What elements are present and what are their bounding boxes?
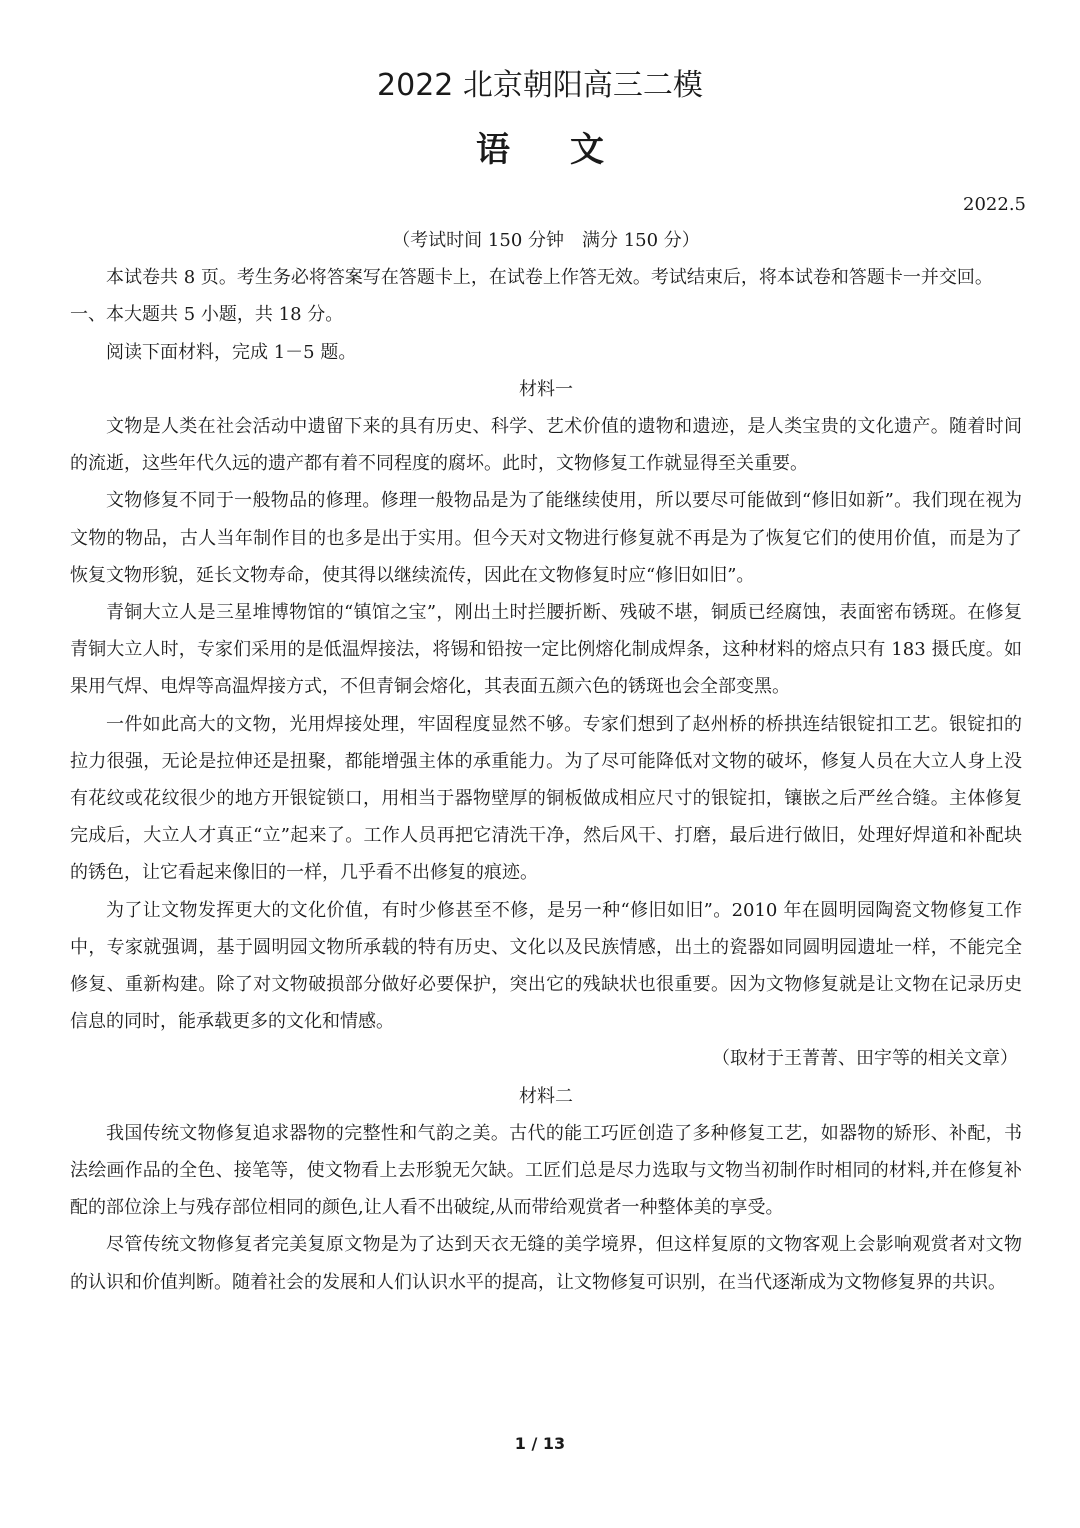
material-one-paragraph: 一件如此高大的文物，光用焊接处理，牢固程度显然不够。专家们想到了赵州桥的桥拱连结银锭扣工艺。银锭扣的拉力很强，无论是拉伸还是扭聚，都能增强主体的承重能力。为了尽可能降低对文物的破坏，修复人员在大立人身上没有花纹或花纹很少的地方开银锭锁口，用相当于器物壁厚的铜板做成相应尺寸的银锭扣，镶嵌之后严丝合缝。主体修复完成后，大立人才真正“立”起来了。工作人员再把它清洗干净，然后风干、打磨，最后进行做旧，处理好焊道和补配块的锈色，让它看起来像旧的一样，几乎看不出修复的痕迹。	[70, 713, 1022, 884]
material-one-title: 材料一	[519, 378, 573, 400]
subject-title: 语文	[476, 130, 664, 170]
material-two-title: 材料二	[519, 1085, 573, 1107]
material-two-paragraph: 我国传统文物修复追求器物的完整性和气韵之美。古代的能工巧匠创造了多种修复工艺，如器物的矫形、补配，书法绘画作品的全色、接笔等，使文物看上去形貌无欠缺。工匠们总是尽力选取与文物当初制作时相同的材料,并在修复补配的部位涂上与残存部位相同的颜色,让人看不出破绽,从而带给观赏者一种整体美的享受。	[70, 1122, 1022, 1219]
exam-date: 2022.5	[963, 194, 1026, 215]
section-heading: 一、本大题共 5 小题，共 18 分。	[70, 304, 344, 326]
page-title: 2022 北京朝阳高三二模	[377, 68, 703, 103]
material-one-paragraph: 为了让文物发挥更大的文化价值，有时少修甚至不修，是另一种“修旧如旧”。2010 年在圆明园陶瓷文物修复工作中，专家就强调，基于圆明园文物所承载的特有历史、文化以及民族情感，出土的瓷器如同圆明园遗址一样，不能完全修复、重新构建。除了对文物破损部分做好必要保护，突出它的残缺状也很重要。因为文物修复就是让文物在记录历史信息的同时，能承载更多的文化和情感。	[70, 899, 1022, 1033]
material-one-paragraph: 文物修复不同于一般物品的修理。修理一般物品是为了能继续使用，所以要尽可能做到“修旧如新”。我们现在视为文物的物品，古人当年制作目的也多是出于实用。但今天对文物进行修复就不再是为了恢复它们的使用价值，而是为了恢复文物形貌，延长文物寿命，使其得以继续流传，因此在文物修复时应“修旧如旧”。	[70, 490, 1022, 586]
material-one-paragraph: 青铜大立人是三星堆博物馆的“镇馆之宝”，刚出土时拦腰折断、残破不堪，铜质已经腐蚀，表面密布锈斑。在修复青铜大立人时，专家们采用的是低温焊接法，将锡和铅按一定比例熔化制成焊条，这种材料的熔点只有 183 摄氏度。如果用气焊、电焊等高温焊接方式，不但青铜会熔化，其表面五颜六色的锈斑也会全部变黑。	[70, 602, 1022, 698]
document-body	[70, 222, 1022, 1301]
material-two-paragraph: 尽管传统文物修复者完美复原文物是为了达到天衣无缝的美学境界，但这样复原的文物客观上会影响观赏者对文物的认识和价值判断。随着社会的发展和人们认识水平的提高，让文物修复可识别，在当代逐渐成为文物修复界的共识。	[70, 1234, 1022, 1293]
exam-info: （考试时间 150 分钟 满分 150 分）	[392, 230, 700, 251]
page-number: 1 / 13	[514, 1434, 566, 1453]
section-directive: 阅读下面材料，完成 1－5 题。	[106, 341, 357, 363]
material-one-source: （取材于王菁菁、田宇等的相关文章）	[712, 1048, 1018, 1070]
material-one-paragraph: 文物是人类在社会活动中遗留下来的具有历史、科学、艺术价值的遗物和遗迹，是人类宝贵的文化遗产。随着时间的流逝，这些年代久远的遗产都有着不同程度的腐坏。此时，文物修复工作就显得至关重要。	[70, 416, 1022, 475]
instructions: 本试卷共 8 页。考生务必将答案写在答题卡上，在试卷上作答无效。考试结束后，将本试卷和答题卡一并交回。	[106, 267, 993, 289]
